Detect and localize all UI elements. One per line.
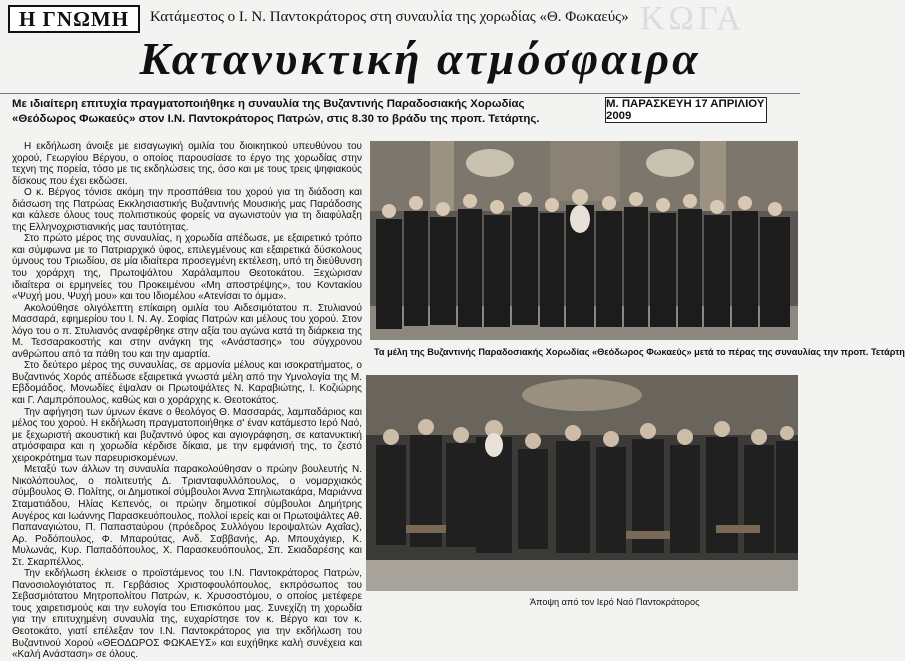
body-paragraph: Την αφήγηση των ύμνων έκανε ο θεολόγος Θ. Μασσαράς, λαμπαδάριος και μέλος του χορού. Η εκδήλωση πραγματοποιήθηκε σ' έναν κατάμεστο Ιερό Ναό, με ξεχωριστή ακουστική και βυζαντινό ύφος και αγιογράφηση, σε κατανυκτική ατμόσφαιρα και η χορωδία κέρδισε δίκαια, με την εμφάνισή της, το ζεστό χειροκρότημα των παρευρισκομένων. bbox=[12, 406, 362, 464]
article-lead: Με ιδιαίτερη επιτυχία πραγματοποιήθηκε η συναυλία της Βυζαντινής Παραδοσιακής Χορωδίας «Θεόδωρος Φωκαεύς» στον Ι.Ν. Παντοκράτορος Πατρών, στις 8.30 το βράδυ της προπ. Τετάρτης. bbox=[12, 98, 540, 125]
masthead-title: Η ΓΝΩΜΗ bbox=[18, 6, 130, 31]
choir-group-photo bbox=[370, 141, 798, 340]
body-paragraph: Ο κ. Βέργος τόνισε ακόμη την προσπάθεια του χορού για τη διάδοση και διάσωση της Πατρώας Εκκλησιαστικής Βυζαντινής Μουσικής μας Παράδοσης και κάλεσε όλους τους πολιτιστικούς φορείς να αγωνιστούν για τη διαφύλαξη της Ελληνοχριστιανικής μας ταυτότητας. bbox=[12, 187, 362, 233]
publication-date: Μ. ΠΑΡΑΣΚΕΥΗ 17 ΑΠΡΙΛΙΟΥ 2009 bbox=[605, 97, 767, 123]
bottom-photo-caption: Άποψη από τον Ιερό Ναό Παντοκράτορος bbox=[530, 597, 700, 607]
church-audience-photo bbox=[366, 375, 798, 591]
divider bbox=[0, 93, 800, 94]
body-paragraph: Την εκδήλωση έκλεισε ο προϊστάμενος του Ι.Ν. Παντοκράτορος Πατρών, Πανοσιολογιότατος π. Γερβάσιος Χριστοφουλόπουλος, εκπρόσωπος του Σεβασμιότατου Μητροπολίτου Πατρών, κ. Χρυσοστόμου, ο οποίος μετέφερε τους χαιρετισμούς και την ευλογία του Επισκόπου μας. Συνεχίζη τη χορωδία για την επιτυχημένη συναυλία της, ευχαρίστησε τον κ. Βέργο και τον κ. Θεοτοκάτο, γιατί επέλεξαν τον Ι.Ν. Παντοκράτορος για την εκδήλωση του Βυζαντινού Χορού «ΘΕΟΔΩΡΟΣ ΦΩΚΑΕΥΣ» και ευχήθηκε καλή συνέχεια και «Καλή Ανάσταση» σε όλους. bbox=[12, 568, 362, 661]
article-headline: Κατανυκτική ατμόσφαιρα bbox=[139, 33, 701, 84]
body-paragraph: Στο δεύτερο μέρος της συναυλίας, σε αρμονία μέλους και ισοκρατήματος, ο Βυζαντινός Χορός απέδωσε εξαιρετικά γνωστά μέλη από την Υμνολογία της Μ. Εβδομάδος. Μονωδίες έψαλαν οι Πρωτοψάλτες Ν. Καραβιώτης, Ι. Κοζιώρης και Γ. Λαμπρόπουλος, καθώς και ο χοράρχης κ. Θεοτοκάτος. bbox=[12, 360, 362, 407]
body-paragraph: Μεταξύ των άλλων τη συναυλία παρακολούθησαν ο πρώην βουλευτής Ν. Νικολόπουλος, ο πολιτευτής Δ. Τριανταφυλλόπουλος, ο νομαρχιακός σύμβουλος Θ. Πολίτης, οι Δημοτικοί σύμβουλοι Άννα Σπηλιωτακάρα, Μαριάννα Σταματιάδου, Ηλίας Κεπενός, οι πρώην δημοτικοί σύμβουλοι Δημήτρης Αυγέρος και Ιωάννης Παρασκευόπουλος, πολλοί ιερείς και οι Πρωτοψάλτες Αθ. Παπαναγιώτου, Π. Παπασταύρου (πρόεδρος Συλλόγου Ιεροψαλτών Αχαΐας), Αρ. Ροδόπουλος, Φ. Μπαρούτας, Ανδ. Σαββανής, Αρ. Μπουχάγιερ, Κ. Μυλωνάς, Κυρ. Παπαδόπουλος, Χ. Παρασκευόπουλος, Σπ. Σκιαδαρέσης και Στ. Σκαρπέλλος. bbox=[12, 464, 362, 568]
body-paragraph: Ακολούθησε ολιγόλεπτη επίκαιρη ομιλία του Αιδεσιμότατου π. Στυλιανού Μασσαρά, εφημερίου του Ι. Ν. Αγ. Σοφίας Πατρών και μέλους του χορού. Στον λόγο του ο π. Στυλιανός αναφέρθηκε στην αξία του αγώνα κατά τη διάρκεια της Μ. Τεσσαρακοστής και στην ανάγκη της «Ανάστασης» του σύγχρονου ανθρώπου από τα πάθη του και την αμαρτία. bbox=[12, 302, 362, 360]
article-body bbox=[12, 141, 362, 661]
body-paragraph: Η εκδήλωση άνοιξε με εισαγωγική ομιλία του διοικητικού υπευθύνου του χορού, Γεωργίου Βέργου, ο οποίος παρουσίασε το έργο της χορωδίας στην τεχνη της πορεία, τόσο με τις εκδηλώσεις της, όσο και με τους τρεις ψηφιακούς δίσκους που έχει εκδώσει. bbox=[12, 141, 362, 187]
background-watermark: ΚΩΓΑ bbox=[640, 0, 745, 37]
newspaper-masthead bbox=[8, 5, 140, 33]
body-paragraph: Στο πρώτο μέρος της συναυλίας, η χορωδία απέδωσε, με εξαιρετικό τρόπο και σύμφωνα με το Πατριαρχικό ύφος, επιλεγμένους και εξαιρετικά δύσκολους ύμνους του Τριωδίου, σε μία ιδιαίτερα προσεγμένη εκτέλεση, υπό τη διεύθυνση του χοράρχη της, Πρωτοψάλτου Χαράλαμπου Θεοτοκάτου. Ξεχώρισαν ιδιαίτερα οι ερμηνείες του Προκειμένου «Μη αποστρέψης», του Κοντακίου «Ψυχή μου, Ψυχή μου» και του Ιδιομέλου «Ατενίσαι το όμμα». bbox=[12, 233, 362, 303]
top-photo-caption: Τα μέλη της Βυζαντινής Παραδοσιακής Χορωδίας «Θεόδωρος Φωκαεύς» μετά το πέρας της συναυλίας την προπ. Τετάρτη bbox=[374, 347, 905, 357]
article-kicker: Κατάμεστος ο Ι. Ν. Παντοκράτορος στη συναυλία της χορωδίας «Θ. Φωκαεύς» bbox=[150, 9, 629, 25]
